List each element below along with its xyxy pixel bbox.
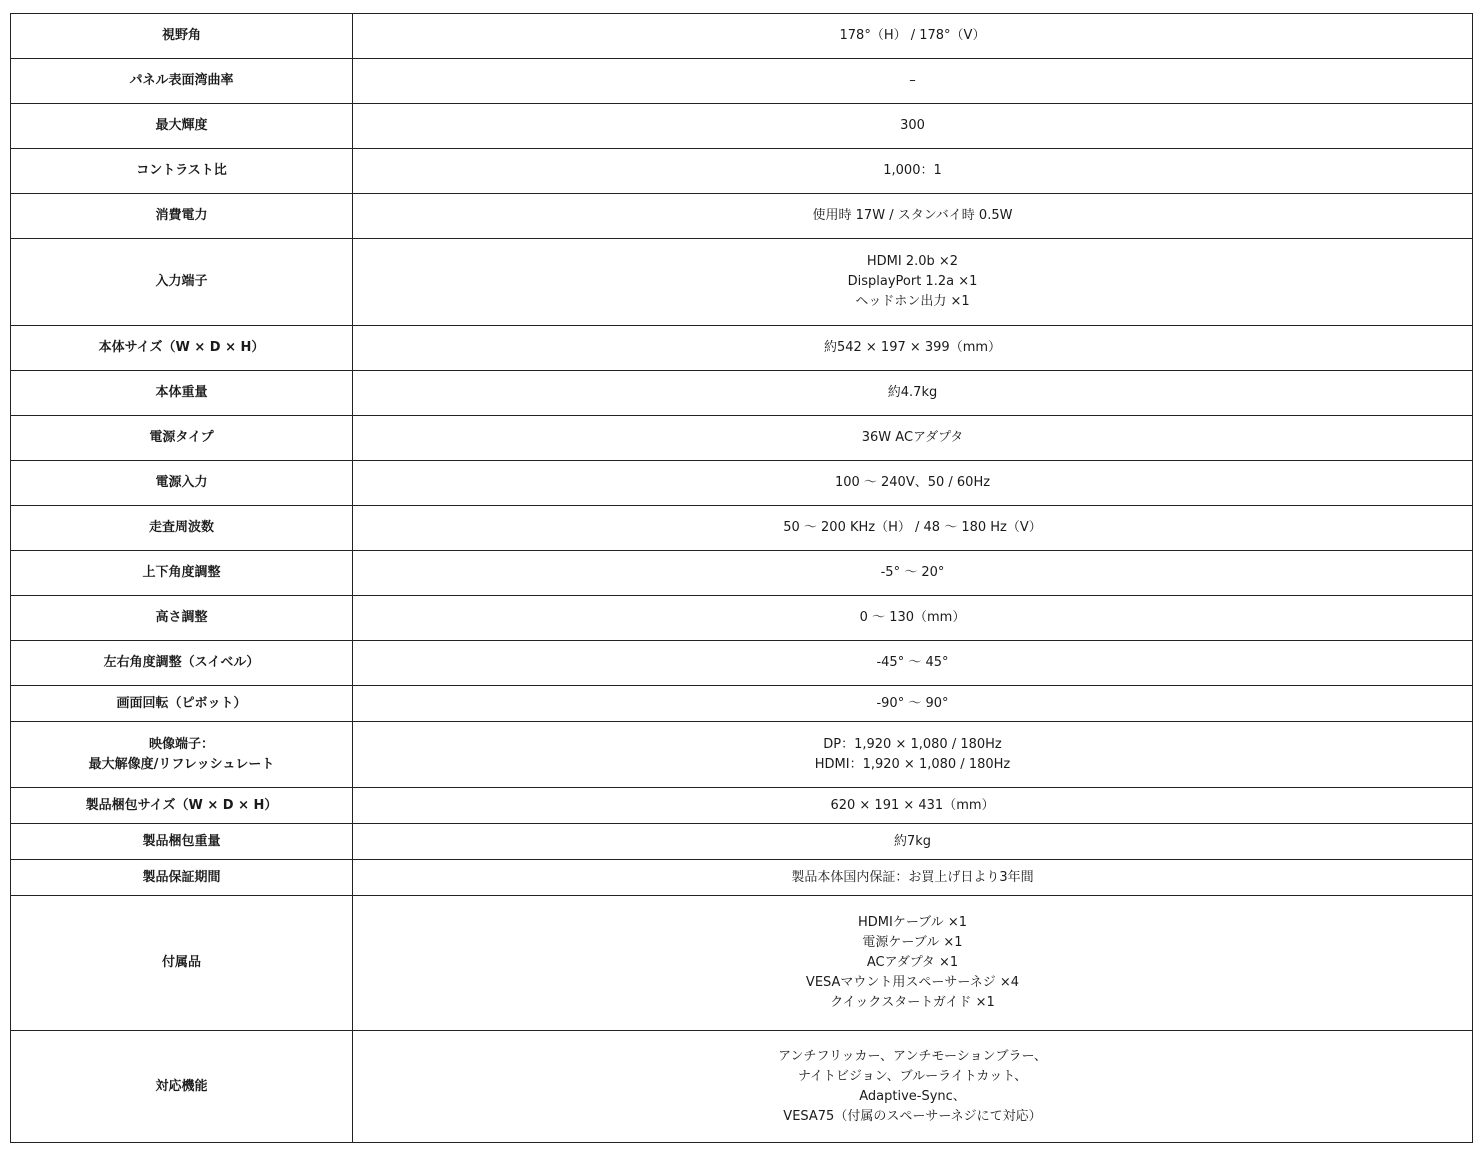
table-row (11, 860, 1473, 896)
spec-value: 使用時 17W / スタンバイ時 0.5W (812, 208, 1013, 223)
spec-value-cell (353, 239, 1473, 326)
spec-label: 最大解像度/リフレッシュレート (88, 756, 275, 772)
spec-value-cell (353, 59, 1473, 104)
table-row (11, 896, 1473, 1031)
spec-label-cell (11, 641, 353, 686)
table-row (11, 239, 1473, 326)
table-row (11, 506, 1473, 551)
spec-value-cell (353, 194, 1473, 239)
spec-value: Adaptive-Sync、 (859, 1088, 966, 1104)
spec-table (10, 13, 1473, 1143)
spec-value-cell (353, 506, 1473, 551)
table-row (11, 371, 1473, 416)
spec-value-cell (353, 326, 1473, 371)
spec-value: 約7kg (893, 833, 932, 849)
spec-value-cell (353, 824, 1473, 860)
spec-label: 視野角 (161, 28, 201, 43)
spec-value: HDMIケーブル ×1 (858, 915, 967, 930)
table-row (11, 194, 1473, 239)
table-row (11, 104, 1473, 149)
spec-label: 製品保証期間 (142, 869, 221, 885)
table-row (11, 551, 1473, 596)
spec-value-cell (353, 686, 1473, 722)
spec-label: 本体サイズ（W × D × H） (98, 340, 265, 355)
table-row (11, 788, 1473, 824)
spec-label: コントラスト比 (136, 163, 227, 178)
table-row (11, 149, 1473, 194)
spec-label: 左右角度調整（スイベル） (103, 655, 260, 670)
table-row (11, 326, 1473, 371)
spec-label: 映像端子： (148, 736, 214, 752)
spec-value: クイックスタートガイド ×1 (830, 995, 995, 1010)
table-row (11, 824, 1473, 860)
spec-value: 300 (900, 118, 925, 133)
spec-label-cell (11, 551, 353, 596)
spec-value-cell (353, 722, 1473, 788)
spec-value-cell (353, 461, 1473, 506)
spec-value: 製品本体国内保証：お買上げ日より3年間 (791, 869, 1034, 885)
spec-label-cell (11, 59, 353, 104)
spec-label-cell (11, 896, 353, 1031)
spec-value: ナイトビジョン、ブルーライトカット、 (797, 1068, 1028, 1084)
spec-label: 高さ調整 (155, 610, 208, 625)
spec-value: HDMI 2.0b ×2 (866, 254, 959, 269)
spec-value: DP：1,920 × 1,080 / 180Hz (823, 736, 1002, 752)
spec-value: アンチフリッカー、アンチモーションブラー、 (778, 1048, 1047, 1064)
spec-value: 36W ACアダプタ (861, 430, 964, 445)
spec-label-cell (11, 1031, 353, 1143)
spec-label-cell (11, 149, 353, 194)
spec-label-cell (11, 686, 353, 722)
spec-value: 1,000：1 (883, 163, 942, 178)
spec-value: -5° ～ 20° (880, 565, 945, 580)
spec-label-cell (11, 860, 353, 896)
spec-label: 対応機能 (155, 1078, 208, 1094)
spec-label: 走査周波数 (148, 520, 214, 535)
spec-label: 入力端子 (155, 274, 208, 289)
spec-value-cell (353, 149, 1473, 194)
spec-value: HDMI：1,920 × 1,080 / 180Hz (814, 756, 1011, 772)
spec-label: 本体重量 (155, 385, 208, 400)
spec-value-cell (353, 14, 1473, 59)
spec-value: VESA75（付属のスペーサーネジにて対応） (783, 1108, 1042, 1124)
spec-label-cell (11, 194, 353, 239)
spec-value-cell (353, 788, 1473, 824)
spec-value: 電源ケーブル ×1 (862, 935, 963, 950)
spec-label: 製品梱包サイズ（W × D × H） (85, 797, 278, 813)
spec-label-cell (11, 788, 353, 824)
spec-value-cell (353, 416, 1473, 461)
spec-value-cell (353, 371, 1473, 416)
spec-label-cell (11, 506, 353, 551)
spec-value-cell (353, 896, 1473, 1031)
spec-table-body (11, 14, 1473, 1143)
spec-value: 50 ～ 200 KHz（H） / 48 ～ 180 Hz（V） (783, 520, 1042, 535)
spec-value-cell (353, 860, 1473, 896)
spec-label-cell (11, 14, 353, 59)
table-row (11, 641, 1473, 686)
spec-label: 上下角度調整 (142, 565, 221, 580)
table-row (11, 59, 1473, 104)
spec-label-cell (11, 596, 353, 641)
spec-label-cell (11, 104, 353, 149)
spec-value: VESAマウント用スペーサーネジ ×4 (805, 975, 1020, 990)
spec-label: 付属品 (161, 955, 201, 970)
table-row (11, 416, 1473, 461)
spec-label-cell (11, 824, 353, 860)
spec-label: 製品梱包重量 (142, 833, 221, 849)
spec-value: 620 × 191 × 431（mm） (830, 797, 995, 813)
spec-label: 最大輝度 (155, 118, 208, 133)
spec-value: ACアダプタ ×1 (866, 955, 959, 970)
spec-label-cell (11, 371, 353, 416)
table-row (11, 14, 1473, 59)
spec-label: 消費電力 (155, 208, 208, 223)
spec-label-cell (11, 416, 353, 461)
spec-value-cell (353, 1031, 1473, 1143)
spec-value: 178°（H） / 178°（V） (839, 28, 986, 43)
spec-value-cell (353, 551, 1473, 596)
spec-value-cell (353, 641, 1473, 686)
spec-label: 電源タイプ (149, 430, 214, 445)
spec-value: -90° ～ 90° (876, 695, 949, 711)
spec-value-cell (353, 596, 1473, 641)
table-row (11, 1031, 1473, 1143)
spec-value: 約4.7kg (887, 385, 938, 400)
spec-label: 電源入力 (155, 475, 208, 490)
spec-value: ヘッドホン出力 ×1 (855, 294, 970, 309)
table-row (11, 461, 1473, 506)
spec-value: – (909, 73, 916, 88)
spec-value: 100 ～ 240V、50 / 60Hz (834, 475, 991, 490)
table-row (11, 722, 1473, 788)
spec-label-cell (11, 326, 353, 371)
table-row (11, 686, 1473, 722)
spec-value: 約542 × 197 × 399（mm） (823, 340, 1002, 355)
spec-label: 画面回転（ピボット） (116, 695, 247, 711)
table-row (11, 596, 1473, 641)
spec-label-cell (11, 722, 353, 788)
spec-label: パネル表面湾曲率 (129, 73, 234, 88)
spec-label-cell (11, 239, 353, 326)
spec-value: -45° ～ 45° (876, 655, 949, 670)
spec-label-cell (11, 461, 353, 506)
spec-value: DisplayPort 1.2a ×1 (847, 274, 978, 289)
spec-value-cell (353, 104, 1473, 149)
spec-value: 0 ～ 130（mm） (859, 610, 966, 625)
